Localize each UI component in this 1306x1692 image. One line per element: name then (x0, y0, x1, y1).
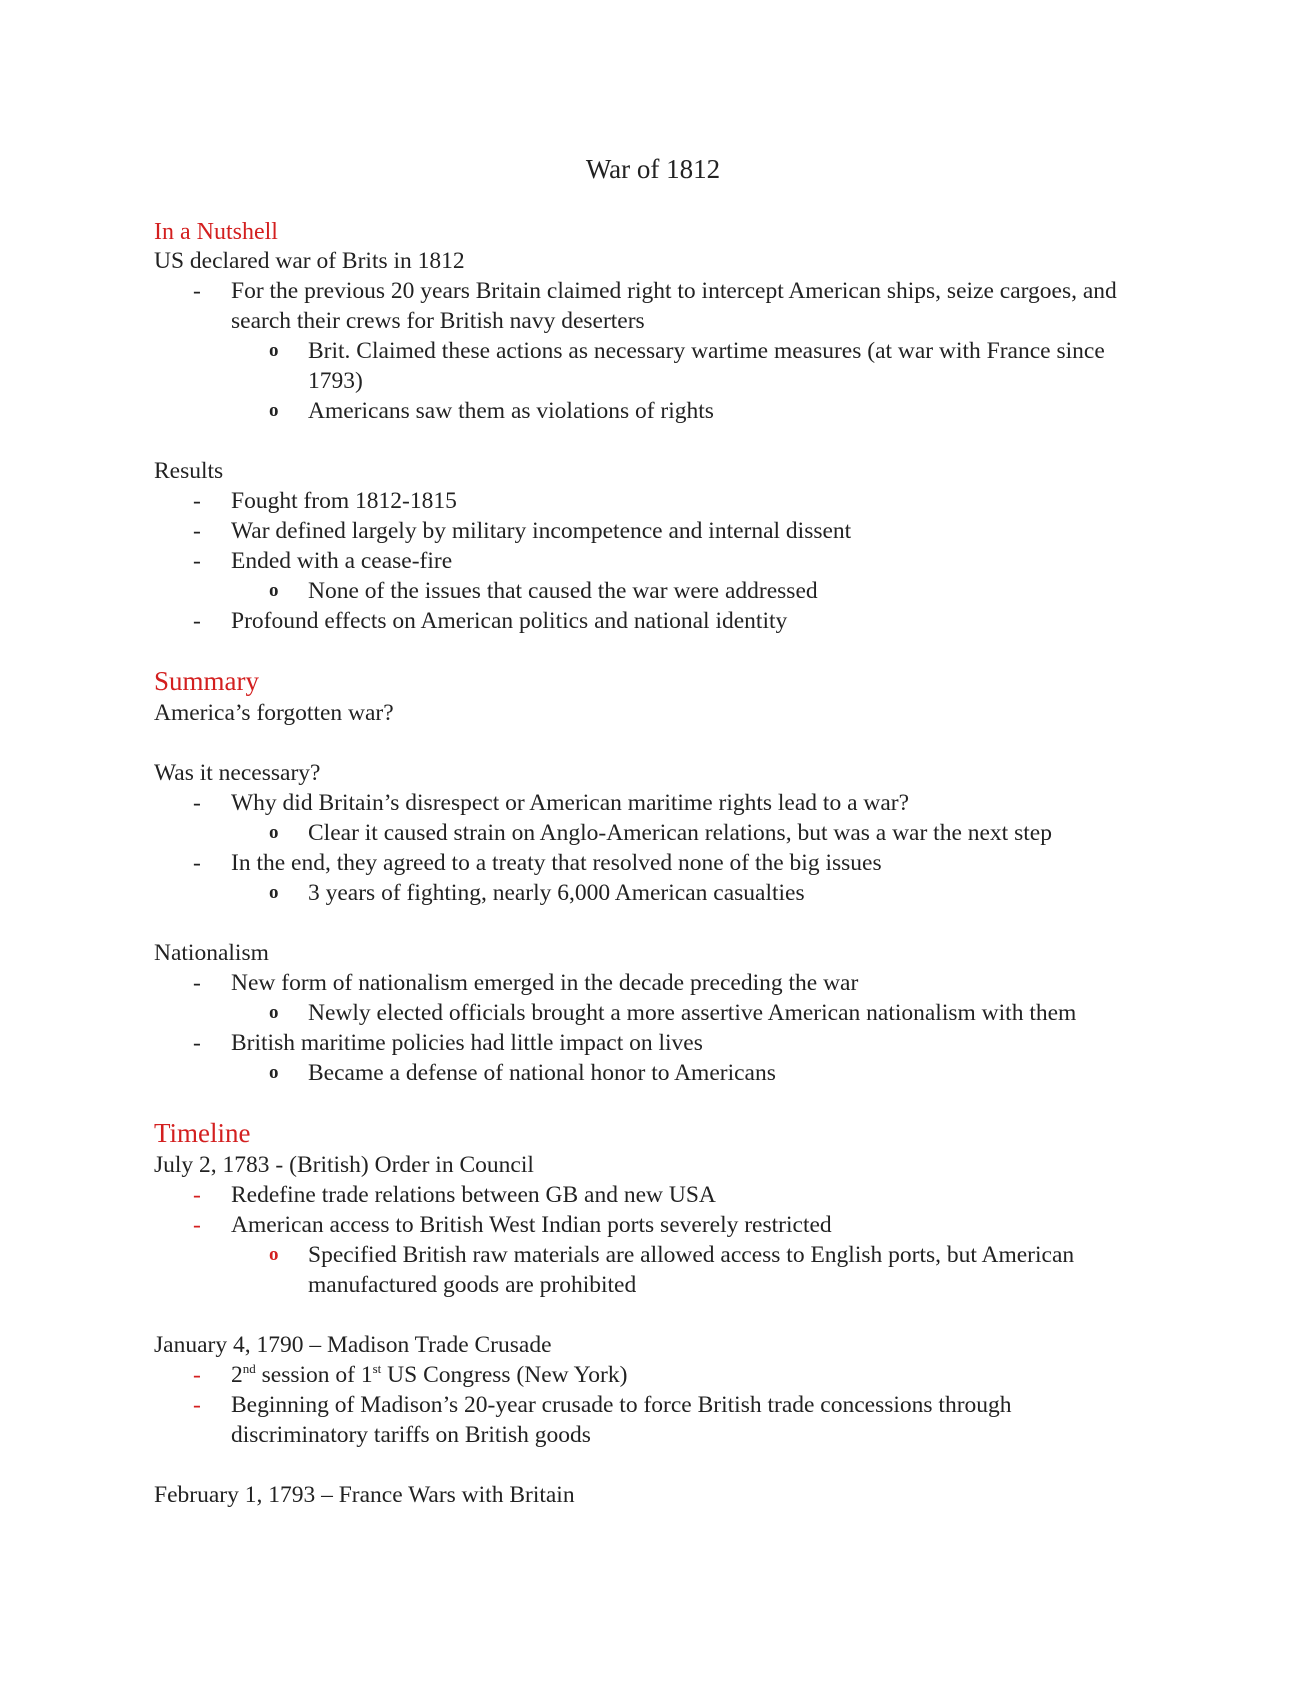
spacer (154, 1300, 1154, 1330)
list-item-text: War defined largely by military incompetence and internal dissent (231, 518, 852, 544)
summary-forgotten-war: America’s forgotten war? (154, 700, 394, 726)
list-item (154, 546, 1154, 576)
list-item-text: Redefine trade relations between GB and new USA (231, 1182, 716, 1208)
list-item (154, 486, 1154, 516)
document-body (154, 218, 1154, 1510)
list-item (154, 276, 1154, 336)
dash-marker: - (193, 488, 201, 514)
list-item (154, 1028, 1154, 1058)
dash-marker: - (193, 608, 201, 634)
dash-marker: - (193, 278, 201, 304)
dash-marker: - (193, 518, 201, 544)
sub-list-item (154, 1240, 1154, 1300)
sub-list-item-text: Newly elected officials brought a more assertive American nationalism with them (308, 1000, 1077, 1026)
list-item-text: For the previous 20 years Britain claimed right to intercept American ships, seize cargoes, and search their crews for British navy deserters (231, 278, 1117, 334)
list-item-text (231, 1362, 627, 1388)
dash-marker: - (193, 1030, 201, 1056)
list-item (154, 1390, 1154, 1450)
list-item-text: American access to British West Indian ports severely restricted (231, 1212, 832, 1238)
sub-list-item-text: 3 years of fighting, nearly 6,000 American casualties (308, 880, 805, 906)
sub-list-item-text: Brit. Claimed these actions as necessary wartime measures (at war with France since 1793) (308, 338, 1105, 394)
sub-list-item (154, 576, 1154, 606)
list-item-text: British maritime policies had little impact on lives (231, 1030, 703, 1056)
summary-nationalism: Nationalism (154, 940, 269, 966)
list-item-text: Beginning of Madison’s 20-year crusade to force British trade concessions through discriminatory tariffs on British goods (231, 1392, 1012, 1448)
dash-marker: - (193, 1182, 201, 1208)
list-item (154, 848, 1154, 878)
list-item-text: Fought from 1812-1815 (231, 488, 457, 514)
document-title: War of 1812 (585, 154, 721, 184)
list-item-text: New form of nationalism emerged in the decade preceding the war (231, 970, 859, 996)
circle-marker: o (269, 1244, 279, 1265)
dash-marker: - (193, 1362, 201, 1388)
section-summary (154, 664, 1154, 1088)
list-item-text: Why did Britain’s disrespect or American maritime rights lead to a war? (231, 790, 910, 816)
list-item (154, 788, 1154, 818)
ordinal-number: 2 (231, 1362, 243, 1388)
text-fragment: session of 1 (255, 1362, 373, 1388)
list-item-text: Ended with a cease-fire (231, 548, 453, 574)
list-item-text: In the end, they agreed to a treaty that resolved none of the big issues (231, 850, 882, 876)
sub-list-item (154, 818, 1154, 848)
circle-marker: o (269, 400, 279, 421)
list-item (154, 516, 1154, 546)
sub-list-item (154, 998, 1154, 1028)
dash-marker: - (193, 970, 201, 996)
sub-list-item (154, 1058, 1154, 1088)
list-item (154, 606, 1154, 636)
timeline-event-title: February 1, 1793 – France Wars with Britain (154, 1482, 575, 1508)
spacer (154, 908, 1154, 938)
dash-marker: - (193, 1392, 201, 1418)
ordinal-suffix: nd (242, 1361, 256, 1377)
circle-marker: o (269, 340, 279, 361)
circle-marker: o (269, 1002, 279, 1023)
circle-marker: o (269, 882, 279, 903)
summary-was-it-necessary: Was it necessary? (154, 760, 321, 786)
sub-list-item (154, 878, 1154, 908)
spacer (154, 1450, 1154, 1480)
dash-marker: - (193, 1212, 201, 1238)
heading-in-a-nutshell: In a Nutshell (154, 219, 278, 245)
sub-list-item-text: None of the issues that caused the war were addressed (308, 578, 818, 604)
section-results (154, 456, 1154, 636)
section-nutshell (154, 218, 1154, 426)
list-item (154, 1180, 1154, 1210)
heading-timeline: Timeline (154, 1118, 251, 1148)
nutshell-intro: US declared war of Brits in 1812 (154, 248, 465, 274)
dash-marker: - (193, 850, 201, 876)
sub-list-item-text: Clear it caused strain on Anglo-American relations, but was a war the next step (308, 820, 1052, 846)
circle-marker: o (269, 580, 279, 601)
list-item (154, 1360, 1154, 1390)
list-item-text: Profound effects on American politics and national identity (231, 608, 788, 634)
ordinal-suffix: st (372, 1361, 382, 1377)
circle-marker: o (269, 1062, 279, 1083)
sub-list-item-text: Specified British raw materials are allowed access to English ports, but American manufactured goods are prohibited (308, 1242, 1075, 1298)
circle-marker: o (269, 822, 279, 843)
sub-list-item (154, 336, 1154, 396)
timeline-event-title: January 4, 1790 – Madison Trade Crusade (154, 1332, 552, 1358)
spacer (154, 728, 1154, 758)
list-item (154, 968, 1154, 998)
heading-results: Results (154, 458, 224, 484)
sub-list-item-text: Became a defense of national honor to Americans (308, 1060, 776, 1086)
section-timeline (154, 1116, 1154, 1510)
sub-list-item-text: Americans saw them as violations of rights (308, 398, 714, 424)
list-item (154, 1210, 1154, 1240)
text-fragment: US Congress (New York) (381, 1362, 628, 1388)
timeline-event-title: July 2, 1783 - (British) Order in Council (154, 1152, 534, 1178)
heading-summary: Summary (154, 666, 259, 696)
dash-marker: - (193, 548, 201, 574)
dash-marker: - (193, 790, 201, 816)
sub-list-item (154, 396, 1154, 426)
